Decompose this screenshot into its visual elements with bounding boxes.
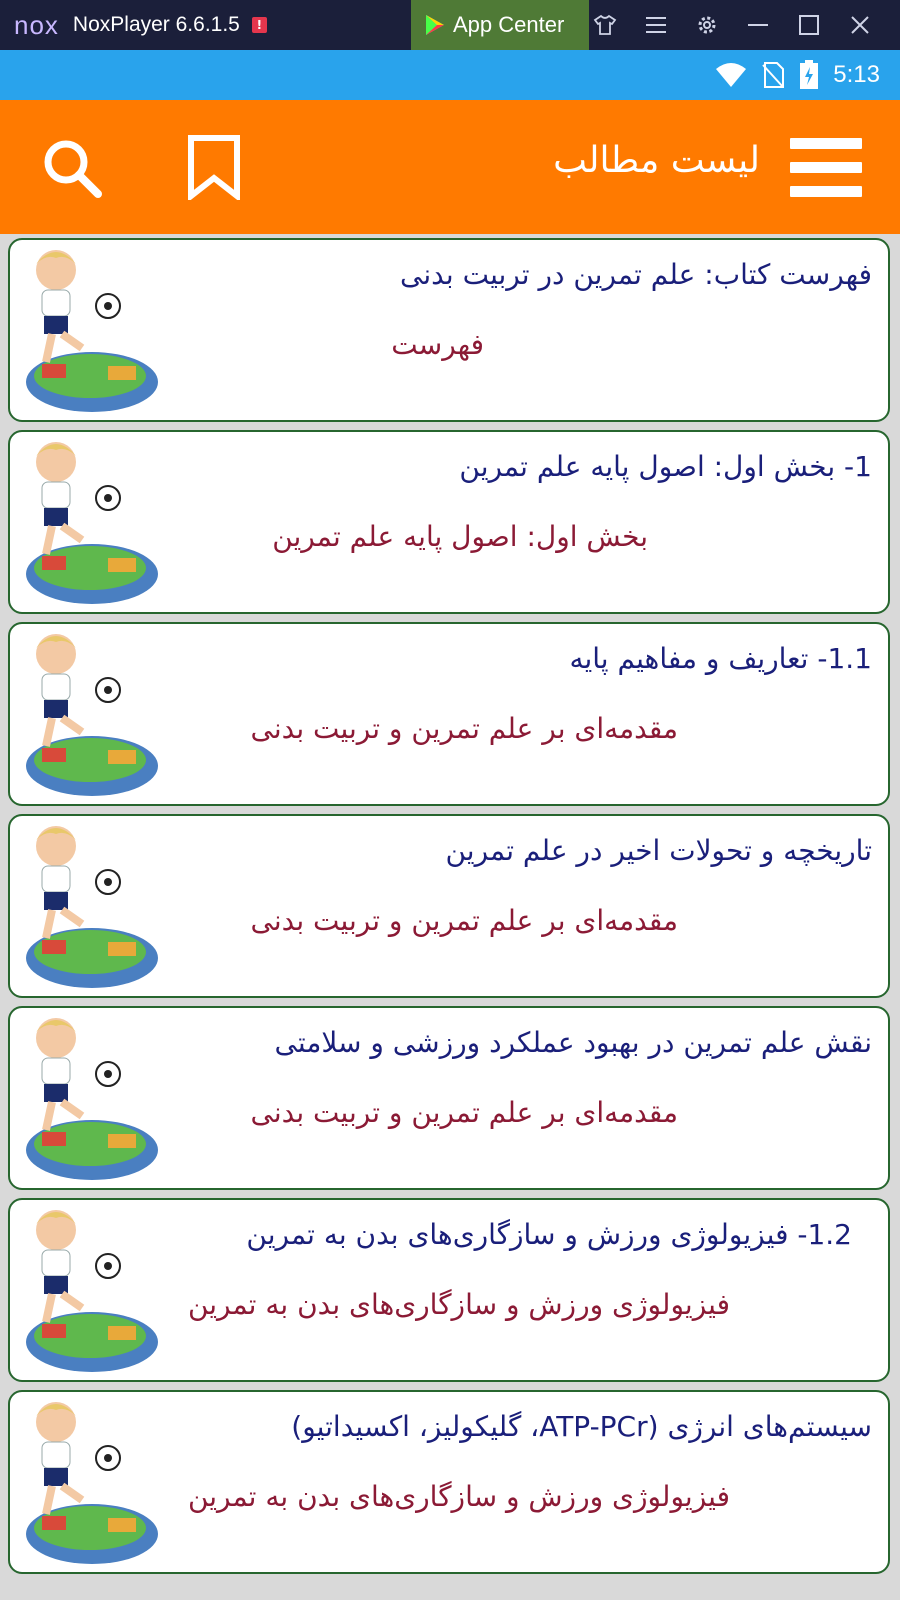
list-item[interactable] [8,622,890,806]
soccer-player-icon [12,820,160,992]
list-item[interactable] [8,238,890,422]
item-subtitle: مقدمه‌ای بر علم تمرین و تربیت بدنی [250,712,678,745]
close-icon[interactable] [840,0,880,50]
emulator-title: NoxPlayer 6.6.1.5 [72,13,240,36]
item-title: 1- بخش اول: اصول پایه علم تمرین [459,450,872,483]
app-center-label: App Center [453,12,565,37]
page-title: لیست مطالب [553,140,760,181]
soccer-player-icon [12,628,160,800]
item-subtitle: فیزیولوژی ورزش و سازگاری‌های بدن به تمرین [187,1288,730,1321]
status-bar [0,50,900,100]
item-title: سیستم‌های انرژی (ATP-PCr، گلیکولیز، اکسیداتیو) [291,1410,872,1443]
menu-icon[interactable] [636,0,676,50]
wifi-icon [715,62,747,88]
soccer-player-icon [12,436,160,608]
no-sim-icon [761,61,785,89]
list-item[interactable] [8,1006,890,1190]
battery-charging-icon [799,60,819,90]
hamburger-menu-icon[interactable] [790,138,862,198]
alert-badge[interactable]: ! [252,17,267,33]
minimize-icon[interactable] [738,0,778,50]
topic-list [0,234,900,1600]
item-subtitle: بخش اول: اصول پایه علم تمرین [272,520,648,553]
play-store-icon [425,14,445,36]
list-item[interactable] [8,430,890,614]
maximize-icon[interactable] [789,0,829,50]
soccer-player-icon [12,1012,160,1184]
list-item[interactable] [8,814,890,998]
item-title: نقش علم تمرین در بهبود عملکرد ورزشی و سلامتی [274,1026,872,1059]
item-subtitle: فیزیولوژی ورزش و سازگاری‌های بدن به تمرین [187,1480,730,1513]
app-center-button[interactable] [411,0,589,50]
item-subtitle: مقدمه‌ای بر علم تمرین و تربیت بدنی [250,1096,678,1129]
nox-logo: nox [14,9,59,40]
app-toolbar [0,100,900,234]
item-title: فهرست کتاب: علم تمرین در تربیت بدنی [400,258,872,291]
bookmark-icon[interactable] [186,134,242,200]
soccer-player-icon [12,1396,160,1568]
search-icon[interactable] [40,136,104,200]
item-subtitle: فهرست [391,328,484,361]
shirt-icon[interactable] [585,0,625,50]
soccer-player-icon [12,1204,160,1376]
list-item[interactable] [8,1198,890,1382]
status-time: 5:13 [833,61,880,88]
soccer-player-icon [12,244,160,416]
gear-icon[interactable] [687,0,727,50]
item-title: 1.2- فیزیولوژی ورزش و سازگاری‌های بدن به تمرین [246,1218,852,1251]
item-title: 1.1- تعاریف و مفاهیم پایه [569,642,872,675]
list-item[interactable] [8,1390,890,1574]
item-subtitle: مقدمه‌ای بر علم تمرین و تربیت بدنی [250,904,678,937]
item-title: تاریخچه و تحولات اخیر در علم تمرین [445,834,872,867]
